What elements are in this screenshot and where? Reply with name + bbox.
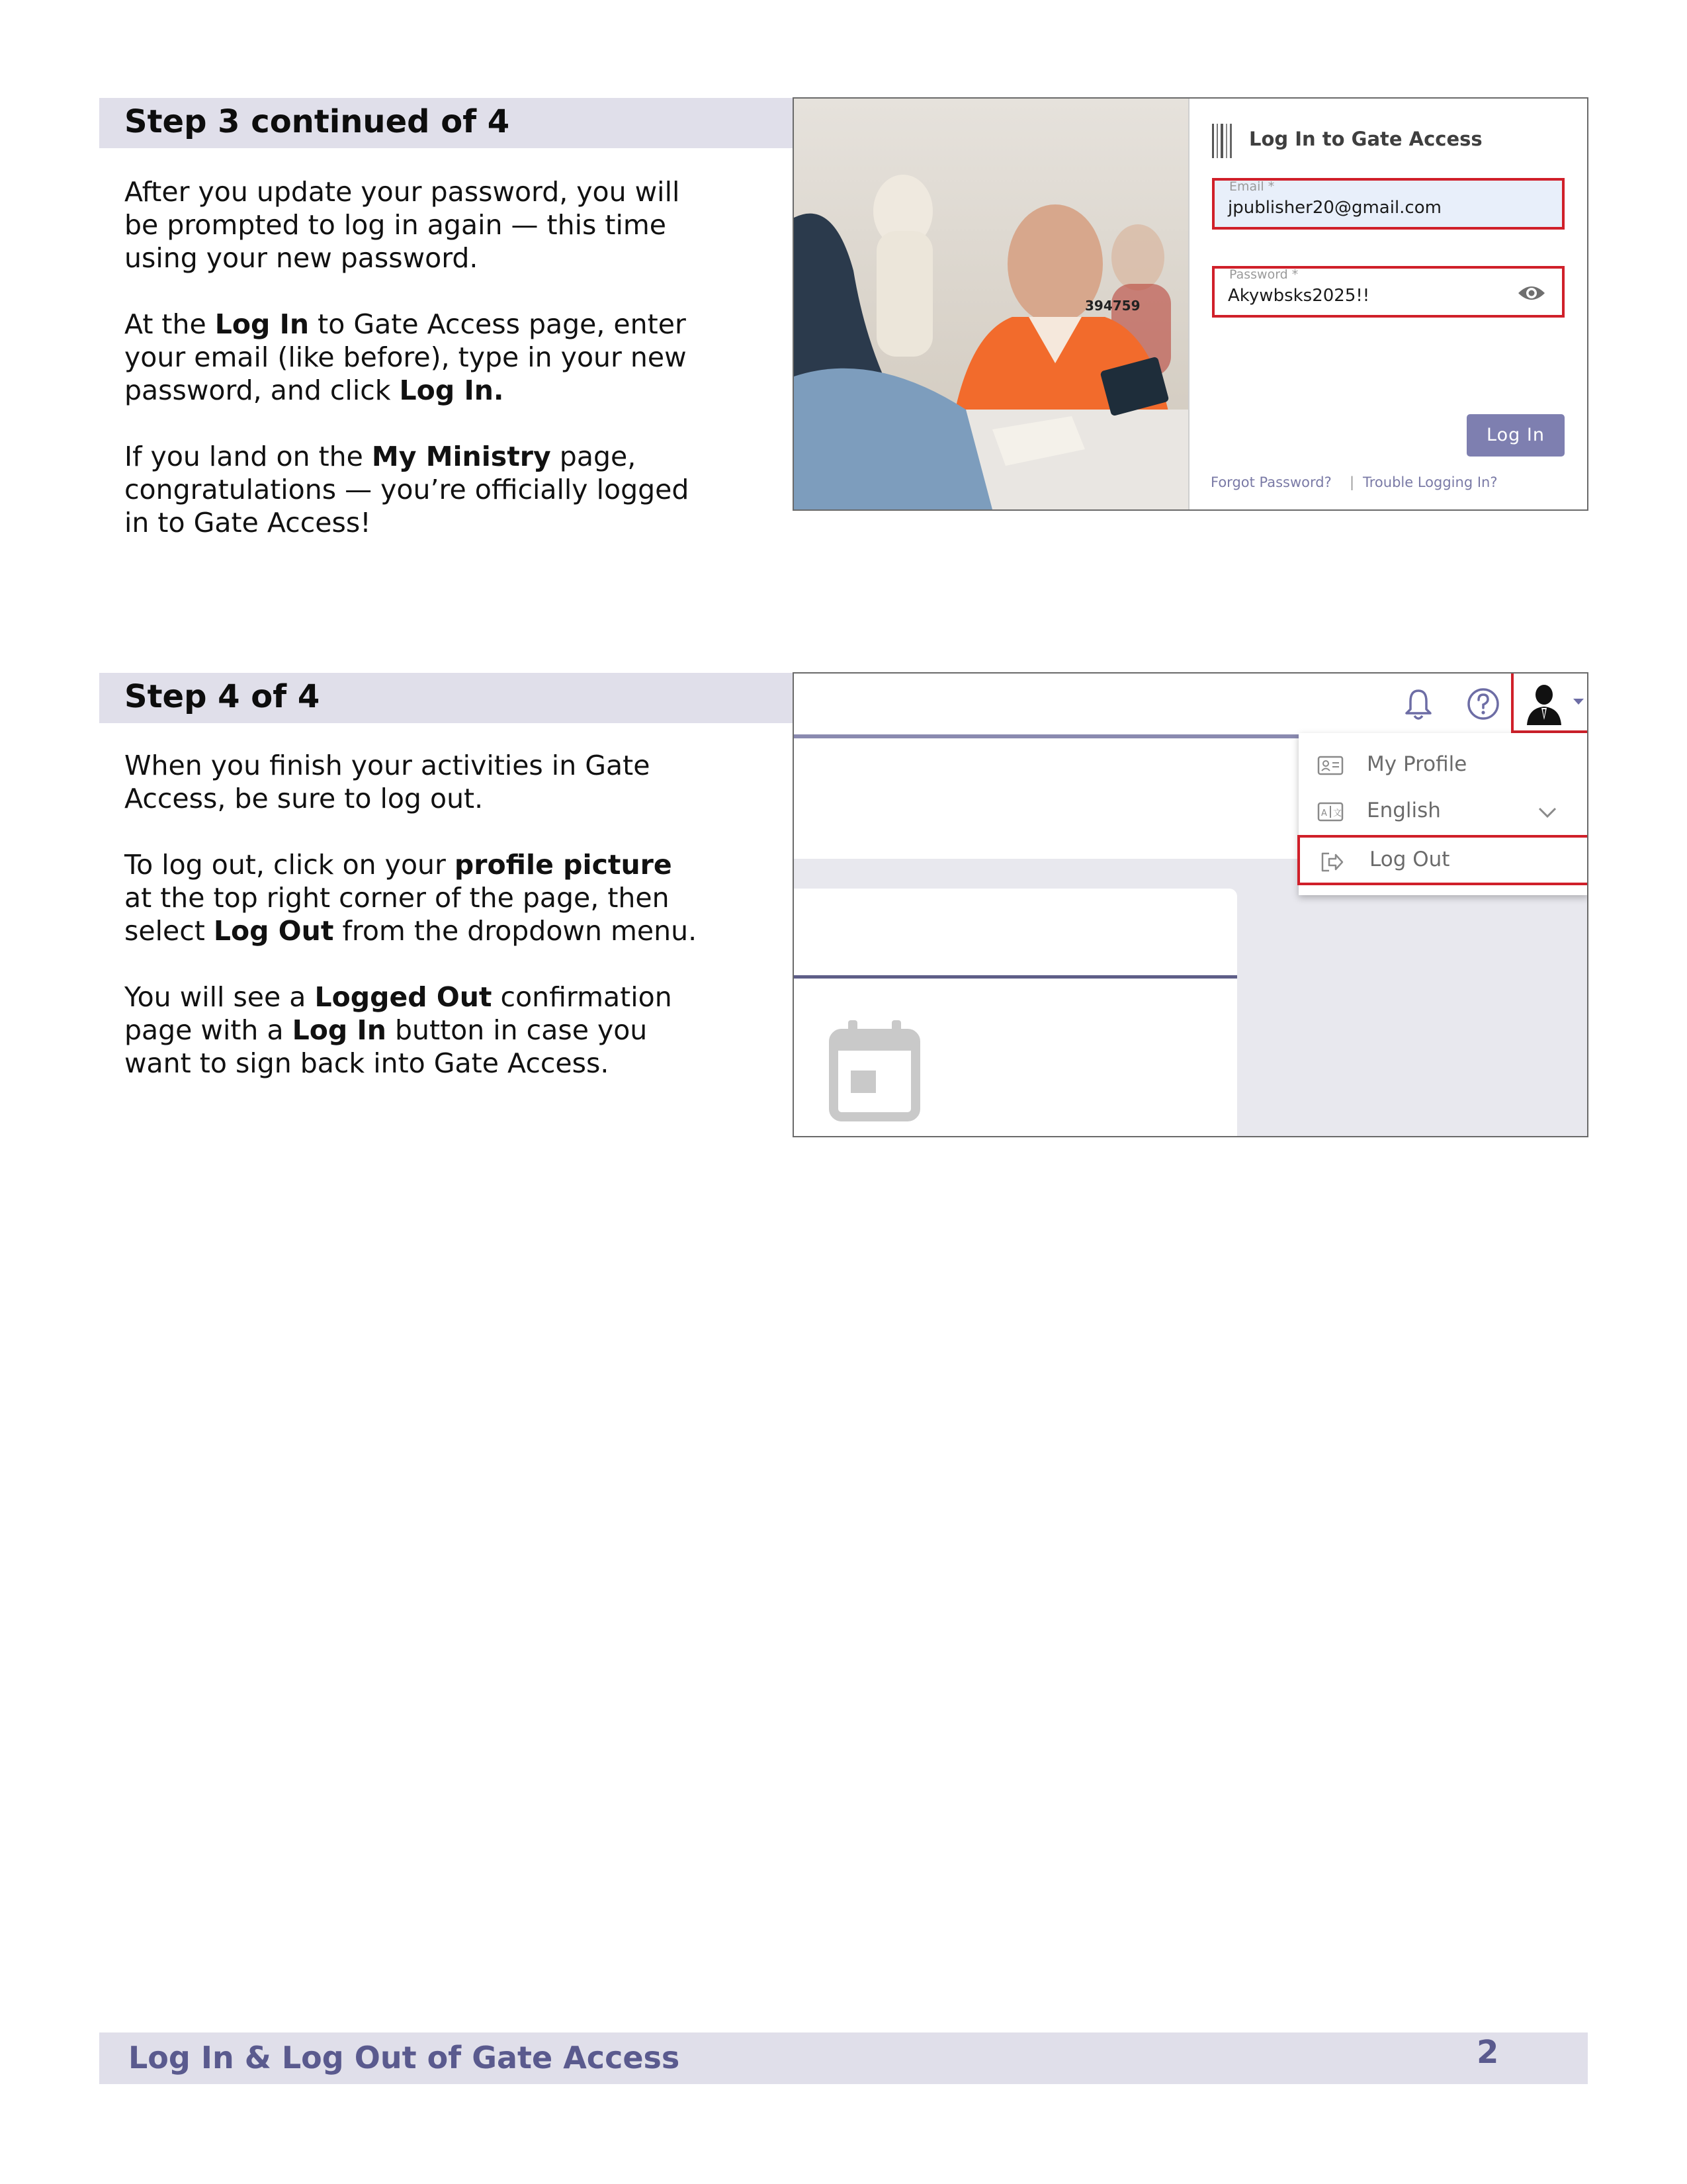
step3-body (124, 175, 707, 572)
password-field[interactable] (1212, 266, 1565, 318)
footer-title: Log In & Log Out of Gate Access (128, 2040, 680, 2075)
password-value: Akywbsks2025!! (1228, 286, 1370, 306)
step4-title: Step 4 of 4 (124, 678, 320, 715)
menu-item-log-out[interactable] (1297, 835, 1588, 885)
gate-logo-icon (1211, 122, 1236, 159)
step3-paragraph-3: If you land on the My Ministry page, congratulations — you’re officially logged in to Gate Access! (124, 441, 689, 539)
avatar-icon (1520, 679, 1568, 726)
chevron-down-icon (1537, 806, 1558, 819)
chevron-down-icon (1572, 697, 1585, 707)
svg-text:文: 文 (1333, 808, 1342, 818)
profile-dropdown-menu (1299, 733, 1588, 895)
trouble-logging-in-link[interactable]: Trouble Logging In? (1363, 474, 1498, 490)
bell-icon[interactable] (1403, 687, 1434, 721)
email-field[interactable] (1212, 178, 1565, 230)
panel-divider (1188, 99, 1190, 509)
link-separator: | (1350, 474, 1355, 490)
card-divider (794, 975, 1237, 979)
show-password-icon[interactable] (1517, 283, 1546, 303)
login-panel (1188, 99, 1587, 509)
login-title: Log In to Gate Access (1249, 128, 1483, 150)
language-icon (1317, 802, 1344, 822)
step3-paragraph-1: After you update your password, you will be prompted to log in again — this time using your new password. (124, 176, 680, 274)
step4-paragraph-1: When you finish your activities in Gate Access, be sure to log out. (124, 750, 650, 814)
step3-title: Step 3 continued of 4 (124, 103, 510, 140)
log-in-button[interactable]: Log In (1467, 414, 1565, 457)
step4-paragraph-3: You will see a Logged Out confirmation page with a Log In button in case you want to sign back into Gate Access. (124, 981, 672, 1079)
forgot-password-link[interactable]: Forgot Password? (1211, 474, 1332, 490)
page-number: 2 (1477, 2034, 1499, 2071)
login-screenshot (793, 97, 1588, 511)
help-icon[interactable] (1466, 687, 1500, 721)
profile-picture-button[interactable] (1511, 672, 1588, 733)
step4-header (99, 673, 794, 723)
menu-item-english[interactable] (1299, 791, 1588, 834)
step4-paragraph-2: To log out, click on your profile picture at the top right corner of the page, then select Log Out from the dropdown menu. (124, 849, 697, 947)
step3-paragraph-2: At the Log In to Gate Access page, enter your email (like before), type in your new password, and click Log In. (124, 308, 687, 406)
email-value: jpublisher20@gmail.com (1228, 198, 1442, 218)
step3-header (99, 98, 794, 148)
step4-body (124, 749, 707, 1113)
calendar-icon (828, 1018, 921, 1123)
password-label: Password * (1229, 267, 1299, 282)
badge-number: 394759 (1085, 298, 1141, 314)
inmate-study-photo (794, 99, 1188, 509)
email-label: Email * (1229, 179, 1275, 194)
svg-text:A: A (1321, 808, 1327, 818)
footer (99, 2032, 1588, 2084)
logout-icon (1320, 851, 1345, 873)
menu-label-log-out: Log Out (1369, 848, 1450, 871)
menu-label-english: English (1367, 799, 1441, 822)
menu-item-my-profile[interactable] (1299, 745, 1588, 787)
id-card-icon (1317, 756, 1344, 775)
photo-illustration (794, 99, 1188, 509)
logout-screenshot (793, 672, 1588, 1137)
menu-label-my-profile: My Profile (1367, 752, 1467, 776)
